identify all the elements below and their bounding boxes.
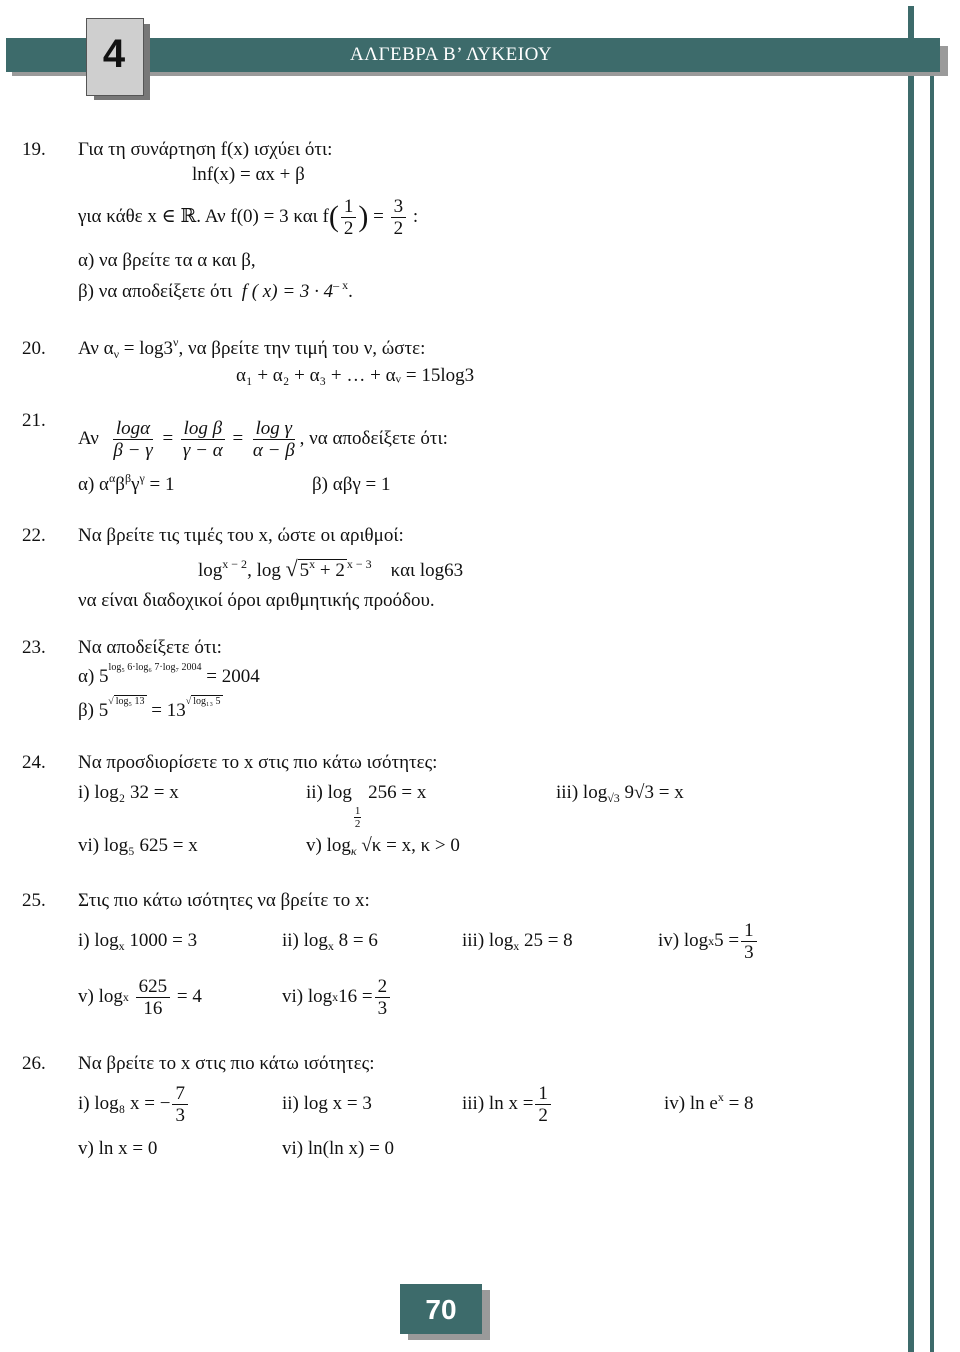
ex25-ii: ii) $\log_x 8 = 6$	[282, 930, 378, 953]
header-title: ΑΛΓΕΒΡΑ Β’ ΛΥΚΕΙΟΥ	[350, 44, 553, 65]
ex26-line1: Να βρείτε το x στις πιο κάτω ισότητες:	[78, 1053, 375, 1074]
ex19-a: α) να βρείτε τα α και β,	[78, 250, 256, 271]
ex19-for-every: για κάθε	[78, 206, 143, 227]
ex22-line2: $\log^{x - 2}$, log √ $5^x + 2$ $^{x - 3}$ και log63	[198, 556, 464, 581]
chapter-number: 4	[102, 32, 126, 76]
ex25-vi-frac: $\frac{2}{3}$	[375, 976, 391, 1019]
ex19-three-halves: $\frac{3}{2}$	[391, 196, 407, 239]
ex24-vi: vi) log₅ 625 = x	[78, 835, 198, 856]
ex26-vi: vi) ln(ln x) = 0	[282, 1138, 395, 1159]
ex24-iii: iii) $\log_{√3} 9√3 = x$	[556, 782, 684, 805]
ex25-vi: vi) log x 16 = $\frac{2}{3}$	[282, 970, 392, 1024]
ex26-ii: ii) log x = 3	[282, 1093, 372, 1114]
ex26-i-frac: $\frac{7}{3}$	[172, 1083, 188, 1126]
right-border-bar-outer	[930, 68, 934, 1352]
ex21-frac2: $\frac{\text{log β}}{\gamma - \alpha}$	[180, 418, 226, 461]
page-number: 70	[425, 1294, 457, 1325]
ex19-domain: x ∈ ℝ	[147, 206, 197, 227]
ex25-line1: Στις πιο κάτω ισότητες να βρείτε το x:	[78, 890, 370, 911]
ex19-line3: για κάθε x ∈ ℝ . Αν f(0) = 3 και f ( $\frac{1}{2}$ ) = $\frac{3}{2}$ :	[78, 195, 419, 239]
ex19-half: $\frac{1}{2}$	[341, 196, 357, 239]
ex19-line1: Για τη συνάρτηση f(x) ισχύει ότι:	[78, 139, 333, 160]
ex23-b: β) $5^{√ log_5 13} = 13^{√ log_{13} 5}$	[78, 696, 221, 721]
ex19-line2: lnf(x) = αx + β	[192, 164, 305, 185]
ex24-line1: Να προσδιορίσετε το x στις πιο κάτω ισότητες:	[78, 752, 438, 773]
ex24-i: i) log₂ 32 = x	[78, 782, 179, 803]
ex20-line1: Αν $\alpha_\nu = \log 3^\nu$, να βρείτε την τιμή του ν, ώστε:	[78, 335, 426, 361]
ex21-frac1: $\frac{\log\alpha}{\beta - \gamma}$	[113, 417, 153, 461]
ex26-iii-frac: $\frac{1}{2}$	[535, 1083, 551, 1126]
exercise-21-number: 21.	[22, 410, 46, 431]
ex22-line1: Να βρείτε τις τιμές του x, ώστε οι αριθμοί:	[78, 525, 404, 546]
right-border-bar	[908, 6, 914, 1352]
ex21-frac3: $\frac{\text{log γ}}{\alpha - \beta}$	[252, 417, 295, 461]
exercise-22-number: 22.	[22, 525, 46, 546]
ex24-v: v) $\log_\kappa √\kappa = x$, κ > 0	[306, 835, 460, 858]
ex23-line1: Να αποδείξετε ότι:	[78, 637, 222, 658]
ex24-ii: ii) log $\frac{1}{2}$ 256 = x	[306, 782, 427, 830]
ex26-iii: iii) ln x = $\frac{1}{2}$	[462, 1078, 553, 1130]
ex19-condition: . Αν f(0) = 3 και f	[196, 206, 329, 227]
exercise-19-number: 19.	[22, 139, 46, 160]
ex25-i: i) $\log_x 1000 = 3$	[78, 930, 198, 953]
ex25-v: v) log x $\frac{625}{16}$ = 4	[78, 975, 202, 1019]
ex21-line1: Αν $\frac{\log\alpha}{\beta - \gamma}$ = $\frac{\text{log β}}{\gamma - \alpha}$ = $\frac{\text{log γ}}{\alpha - \beta}$ , να αποδείξετε ότι:	[78, 417, 448, 461]
exercise-20-number: 20.	[22, 338, 46, 359]
ex26-iv: iv) $\ln e^x = 8$	[664, 1090, 754, 1114]
ex23-a: α) $5^{log_5 6\cdot log_6 7\cdot log_7 2004} = 2004$	[78, 662, 260, 687]
ex22-line3: να είναι διαδοχικοί όροι αριθμητικής προόδου.	[78, 590, 435, 611]
ex21-b: β) αβγ = 1	[312, 474, 391, 495]
ex26-v: v) ln x = 0	[78, 1138, 158, 1159]
ex21-a: α) $\alpha^\alpha\beta^\beta\gamma^\gamma = 1$	[78, 471, 175, 495]
ex25-v-frac: $\frac{625}{16}$	[136, 976, 171, 1019]
ex20-line2: α₁ + α₂ + α₃ + … + αᵥ = 15log3	[236, 365, 475, 386]
ex26-i: i) log₈ x = − $\frac{7}{3}$	[78, 1078, 190, 1130]
exercise-24-number: 24.	[22, 752, 46, 773]
exercise-26-number: 26.	[22, 1053, 46, 1074]
ex25-iv: iv) log x 5 = $\frac{1}{3}$	[658, 914, 759, 968]
ex19-b: β) να αποδείξετε ότι f ( $x) = 3 \cdot 4^{- x}$.	[78, 278, 353, 302]
ex25-iv-frac: $\frac{1}{3}$	[741, 920, 757, 963]
ex25-iii: iii) $\log_x 25 = 8$	[462, 930, 573, 953]
exercise-25-number: 25.	[22, 890, 46, 911]
exercise-23-number: 23.	[22, 637, 46, 658]
